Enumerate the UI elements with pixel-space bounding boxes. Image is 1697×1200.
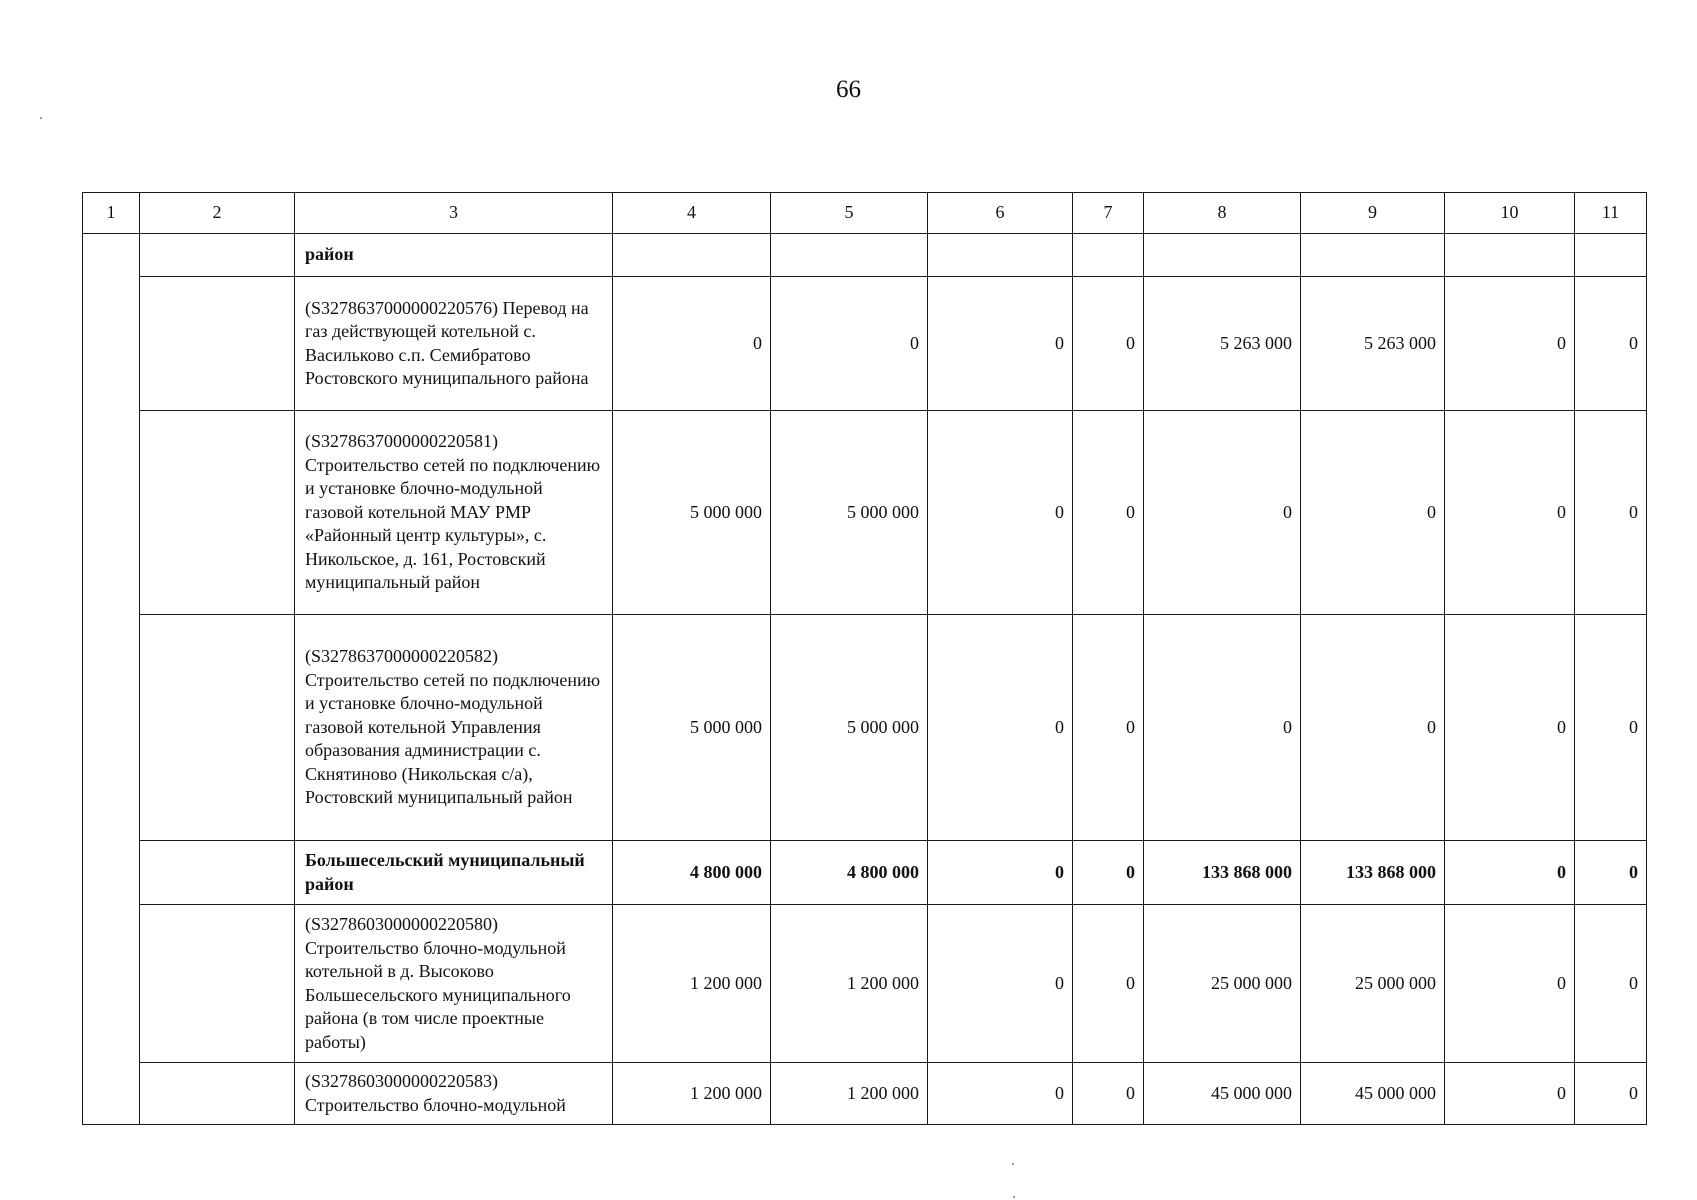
value-cell: 25 000 000 — [1144, 905, 1301, 1063]
scan-speck — [1012, 1163, 1014, 1165]
value-cell: 0 — [1144, 411, 1301, 615]
value-cell: 133 868 000 — [1144, 841, 1301, 905]
value-cell: 0 — [771, 277, 928, 411]
value-cell: 0 — [1073, 615, 1144, 841]
value-cell: 45 000 000 — [1301, 1063, 1445, 1125]
value-cell: 0 — [1301, 411, 1445, 615]
value-cell: 5 000 000 — [771, 411, 928, 615]
column-header: 3 — [295, 193, 613, 234]
column-header: 1 — [83, 193, 140, 234]
value-cell: 0 — [1073, 411, 1144, 615]
column-header: 7 — [1073, 193, 1144, 234]
value-cell: 0 — [1073, 905, 1144, 1063]
value-cell: 0 — [1445, 277, 1575, 411]
value-cell: 1 200 000 — [613, 905, 771, 1063]
column-2-cell — [140, 841, 295, 905]
value-cell — [1445, 234, 1575, 277]
value-cell: 5 000 000 — [613, 411, 771, 615]
column-2-cell — [140, 277, 295, 411]
column-2-cell — [140, 234, 295, 277]
value-cell — [1575, 234, 1647, 277]
value-cell — [771, 234, 928, 277]
row-name: Большесельский муниципальный район — [295, 841, 613, 905]
value-cell: 0 — [1073, 1063, 1144, 1125]
value-cell — [1073, 234, 1144, 277]
value-cell: 4 800 000 — [771, 841, 928, 905]
value-cell: 5 263 000 — [1144, 277, 1301, 411]
value-cell: 0 — [928, 411, 1073, 615]
value-cell: 1 200 000 — [613, 1063, 771, 1125]
column-2-cell — [140, 1063, 295, 1125]
column-number-row — [83, 193, 1647, 234]
value-cell: 0 — [1144, 615, 1301, 841]
budget-table — [82, 192, 1647, 1125]
column-header: 5 — [771, 193, 928, 234]
table-row — [83, 1063, 1647, 1125]
value-cell — [1144, 234, 1301, 277]
value-cell: 0 — [1445, 905, 1575, 1063]
value-cell — [613, 234, 771, 277]
value-cell: 0 — [928, 1063, 1073, 1125]
value-cell: 0 — [1445, 1063, 1575, 1125]
column-2-cell — [140, 905, 295, 1063]
value-cell: 0 — [613, 277, 771, 411]
column-2-cell — [140, 615, 295, 841]
value-cell: 0 — [1575, 841, 1647, 905]
table-row — [83, 411, 1647, 615]
column-header: 4 — [613, 193, 771, 234]
value-cell: 0 — [1575, 615, 1647, 841]
column-2-cell — [140, 411, 295, 615]
value-cell: 0 — [1073, 841, 1144, 905]
scan-speck — [1013, 1196, 1015, 1198]
value-cell: 0 — [1301, 615, 1445, 841]
table-row — [83, 234, 1647, 277]
value-cell: 0 — [928, 615, 1073, 841]
value-cell — [1301, 234, 1445, 277]
column-1-cell — [83, 234, 140, 1125]
value-cell: 5 000 000 — [771, 615, 928, 841]
value-cell: 0 — [1575, 277, 1647, 411]
row-name: (S3278637000000220576) Перевод на газ действующей котельной с. Васильково с.п. Семибратово Ростовского муниципального района — [295, 277, 613, 411]
value-cell: 0 — [928, 905, 1073, 1063]
value-cell: 0 — [928, 841, 1073, 905]
value-cell: 1 200 000 — [771, 1063, 928, 1125]
value-cell — [928, 234, 1073, 277]
table-row — [83, 841, 1647, 905]
value-cell: 0 — [1575, 411, 1647, 615]
row-name: (S3278603000000220580) Строительство блочно-модульной котельной в д. Высоково Большесельского муниципального района (в том числе проектные работы) — [295, 905, 613, 1063]
value-cell: 0 — [1445, 841, 1575, 905]
value-cell: 133 868 000 — [1301, 841, 1445, 905]
value-cell: 0 — [928, 277, 1073, 411]
row-name: (S3278637000000220582) Строительство сетей по подключению и установке блочно-модульной газовой котельной Управления образования администрации с. Скнятиново (Никольская с/а), Ростовский муниципальный район — [295, 615, 613, 841]
page-number: 66 — [836, 76, 861, 103]
table-row — [83, 905, 1647, 1063]
value-cell: 5 000 000 — [613, 615, 771, 841]
value-cell: 0 — [1575, 905, 1647, 1063]
value-cell: 5 263 000 — [1301, 277, 1445, 411]
column-header: 6 — [928, 193, 1073, 234]
value-cell: 45 000 000 — [1144, 1063, 1301, 1125]
column-header: 10 — [1445, 193, 1575, 234]
row-name: район — [295, 234, 613, 277]
value-cell: 0 — [1445, 615, 1575, 841]
value-cell: 1 200 000 — [771, 905, 928, 1063]
value-cell: 0 — [1575, 1063, 1647, 1125]
value-cell: 4 800 000 — [613, 841, 771, 905]
column-header: 8 — [1144, 193, 1301, 234]
row-name: (S3278603000000220583) Строительство блочно-модульной — [295, 1063, 613, 1125]
table-row — [83, 277, 1647, 411]
value-cell: 25 000 000 — [1301, 905, 1445, 1063]
value-cell: 0 — [1073, 277, 1144, 411]
table-row — [83, 615, 1647, 841]
column-header: 2 — [140, 193, 295, 234]
column-header: 9 — [1301, 193, 1445, 234]
scan-speck — [40, 117, 42, 119]
value-cell: 0 — [1445, 411, 1575, 615]
column-header: 11 — [1575, 193, 1647, 234]
row-name: (S3278637000000220581) Строительство сетей по подключению и установке блочно-модульной газовой котельной МАУ РМР «Районный центр культуры», с. Никольское, д. 161, Ростовский муниципальный район — [295, 411, 613, 615]
